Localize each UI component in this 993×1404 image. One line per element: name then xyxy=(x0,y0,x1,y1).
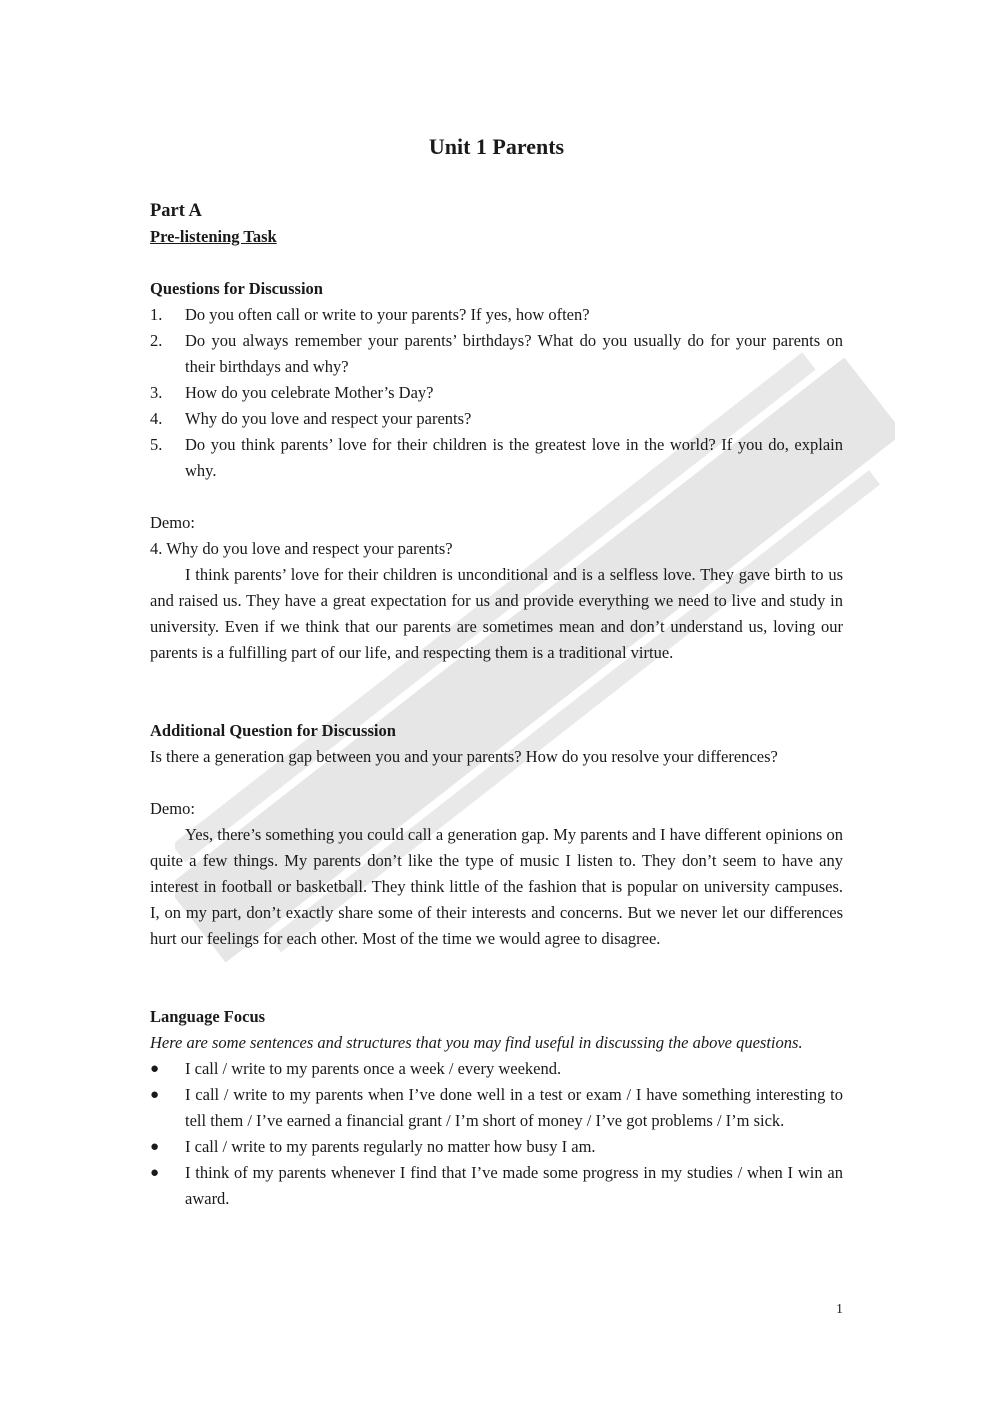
bullet-icon: ● xyxy=(150,1061,160,1077)
bullet-icon: ● xyxy=(150,1139,160,1155)
phrases-list xyxy=(150,1056,843,1212)
additional-question-section xyxy=(150,718,843,770)
page-number: 1 xyxy=(836,1302,843,1317)
list-item xyxy=(150,406,843,432)
list-item xyxy=(150,328,843,380)
demo-question: 4. Why do you love and respect your parents? xyxy=(150,539,453,558)
item-number: 1. xyxy=(150,305,163,324)
item-text: Do you think parents’ love for their children is the greatest love in the world? If you do, explain why. xyxy=(185,435,843,480)
list-item xyxy=(150,380,843,406)
task-subheading: Pre-listening Task xyxy=(150,227,277,246)
list-item xyxy=(150,1134,843,1160)
list-item xyxy=(150,1082,843,1134)
questions-list xyxy=(150,302,843,484)
item-text: I call / write to my parents when I’ve done well in a test or exam / I have something interesting to tell them / I’ve earned a financial grant / I’m short of money / I’ve got problems / I’m sick. xyxy=(185,1085,843,1130)
list-item xyxy=(150,302,843,328)
demo-label: Demo: xyxy=(150,513,195,532)
bullet-icon: ● xyxy=(150,1165,160,1181)
item-text: I call / write to my parents regularly no matter how busy I am. xyxy=(185,1137,596,1156)
item-text: I think of my parents whenever I find that I’ve made some progress in my studies / when I win an award. xyxy=(185,1163,843,1208)
item-number: 3. xyxy=(150,383,163,402)
item-text: Why do you love and respect your parents? xyxy=(185,409,472,428)
item-text: How do you celebrate Mother’s Day? xyxy=(185,383,434,402)
demo-2-section xyxy=(150,796,843,952)
language-focus-heading: Language Focus xyxy=(150,1007,266,1026)
demo-answer: Yes, there’s something you could call a generation gap. My parents and I have different opinions on quite a few things. My parents don’t like the type of music I listen to. They don’t seem to have any interest in football or basketball. They think little of the fashion that is popular on university campuses. I, on my part, don’t exactly share some of their interests and concerns. But we never let our differences hurt our feelings for each other. Most of the time we would agree to disagree. xyxy=(150,825,843,948)
part-heading: Part A xyxy=(150,201,202,221)
list-item xyxy=(150,432,843,484)
demo-answer: I think parents’ love for their children is unconditional and is a selfless love. They gave birth to us and raised us. They have a great expectation for us and provide everything we need to live and study in university. Even if we think that our parents are sometimes mean and don’t understand us, loving our parents is a fulfilling part of our life, and respecting them is a traditional virtue. xyxy=(150,565,843,662)
item-text: I call / write to my parents once a week / every weekend. xyxy=(185,1059,562,1078)
part-a-section xyxy=(150,198,843,250)
questions-section xyxy=(150,276,843,484)
additional-heading: Additional Question for Discussion xyxy=(150,721,396,740)
questions-heading: Questions for Discussion xyxy=(150,279,323,298)
language-focus-intro: Here are some sentences and structures that you may find useful in discussing the above questions. xyxy=(150,1033,803,1052)
item-number: 2. xyxy=(150,331,163,350)
demo-label: Demo: xyxy=(150,799,195,818)
page-title: Unit 1 Parents xyxy=(428,134,565,159)
language-focus-section xyxy=(150,1004,843,1212)
bullet-icon: ● xyxy=(150,1087,160,1103)
list-item xyxy=(150,1056,843,1082)
item-number: 4. xyxy=(150,409,163,428)
list-item xyxy=(150,1160,843,1212)
item-number: 5. xyxy=(150,435,163,454)
item-text: Do you always remember your parents’ birthdays? What do you usually do for your parents on their birthdays and why? xyxy=(185,331,843,376)
item-text: Do you often call or write to your parents? If yes, how often? xyxy=(185,305,590,324)
additional-question: Is there a generation gap between you and your parents? How do you resolve your differences? xyxy=(150,747,778,766)
demo-1-section xyxy=(150,510,843,666)
